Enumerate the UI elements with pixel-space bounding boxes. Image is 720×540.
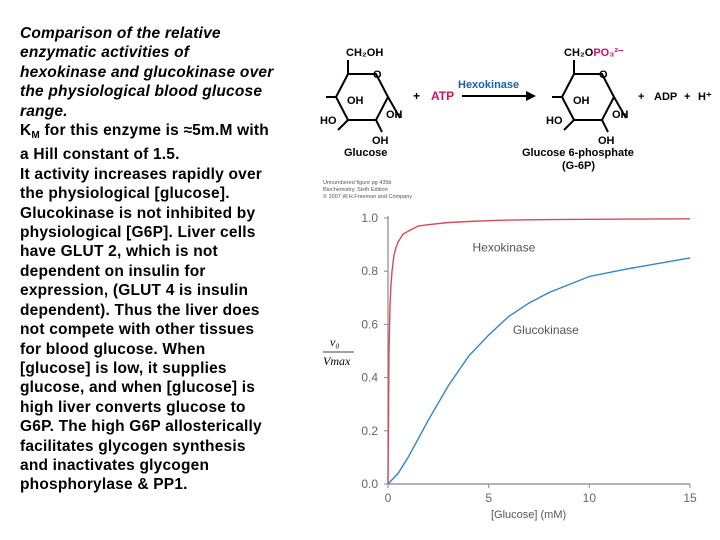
g6p-name: Glucose 6-phosphate — [522, 147, 634, 159]
enzyme-label: Hexokinase — [458, 79, 520, 91]
glucose-ring-oxygen: O — [373, 69, 382, 81]
text-line: hexokinase and glucokinase over — [20, 63, 274, 81]
text-line: range. — [20, 102, 68, 120]
x-tick-label: 15 — [683, 491, 697, 505]
g6p-oh-label: OH — [612, 109, 629, 121]
y-tick-label: 0.4 — [361, 370, 378, 385]
glucose-oh-label: OH — [347, 95, 364, 107]
text-line: and inactivates glycogen — [20, 456, 210, 474]
text-line: not compete with other tissues — [20, 321, 255, 339]
text-line: for blood glucose. When — [20, 340, 206, 358]
g6p-oh-label: OH — [598, 135, 615, 147]
credit-line: Biochemistry, Sixth Edition — [323, 187, 388, 193]
y-tick-label: 0.8 — [361, 264, 378, 279]
g6p-phosphate-part: PO₃²⁻ — [593, 47, 624, 59]
text-line: It activity increases rapidly over — [20, 165, 263, 183]
glucose-oh-label: OH — [386, 109, 403, 121]
credit-line: © 2007 W.H.Freeman and Company — [323, 194, 413, 200]
km-symbol: K — [20, 122, 32, 140]
y-tick-label: 1.0 — [361, 211, 378, 225]
text-line: physiological [G6P]. Liver cells — [20, 224, 256, 242]
km-line — [20, 121, 320, 145]
y-axis-label — [323, 335, 354, 368]
text-line: the physiological blood glucose — [20, 83, 263, 101]
g6p-ch2-part: CH₂O — [564, 47, 594, 59]
text-line: have GLUT 2, which is not — [20, 243, 218, 261]
glucose-oh3-bond — [376, 120, 382, 132]
activity-chart — [318, 200, 718, 530]
explanation-text — [20, 24, 320, 495]
series-line-hexokinase — [388, 219, 690, 484]
glucose-name: Glucose — [344, 147, 388, 159]
text-line: G6P. The high G6P allosterically — [20, 418, 262, 436]
text-line: Comparison of the relative — [20, 25, 221, 42]
series-line-glucokinase — [388, 258, 690, 484]
plus-sign: + — [638, 91, 645, 103]
km-text: for this enzyme is ≈5m.M with — [39, 122, 269, 140]
glucose-ch2oh-label: CH₂OH — [346, 47, 384, 59]
atp-label: ATP — [431, 89, 455, 103]
text-line: enzymatic activities of — [20, 44, 190, 62]
x-axis-label: [Glucose] (mM) — [491, 509, 567, 521]
text-line: glucose, and when [glucose] is — [20, 379, 256, 397]
x-tick-label: 5 — [485, 491, 493, 505]
km-subscript: M — [31, 130, 40, 142]
x-axis-ticks — [385, 484, 697, 505]
text-line: dependent on insulin for — [20, 262, 206, 280]
text-line: dependent). Thus the liver does — [20, 301, 260, 319]
text-line: expression, (GLUT 4 is insulin — [20, 282, 249, 300]
y-axis-ticks — [361, 211, 388, 491]
y-tick-label: 0.0 — [361, 477, 378, 491]
series-label-glucokinase: Glucokinase — [512, 322, 579, 337]
y-tick-label: 0.2 — [361, 423, 378, 438]
g6p-ring-oxygen: O — [599, 69, 608, 81]
g6p-abbrev: (G-6P) — [562, 160, 595, 172]
series-label-hexokinase: Hexokinase — [472, 240, 536, 255]
y-tick-label: 0.6 — [361, 317, 378, 332]
x-tick-label: 10 — [582, 491, 597, 505]
g6p-ho-label: HO — [546, 115, 563, 127]
y-axis-label-numerator: v₀ — [330, 335, 340, 349]
glucose-ho-bond — [338, 120, 348, 130]
text-line: high liver converts glucose to — [20, 398, 246, 416]
hexokinase-reaction-diagram — [318, 34, 718, 184]
figure-credit — [323, 180, 412, 201]
adp-label: ADP — [654, 91, 678, 103]
g6p-oh3-bond — [602, 120, 608, 132]
reaction-arrowhead — [526, 91, 536, 101]
glucose-oh-label: OH — [372, 135, 389, 147]
series-labels — [473, 240, 580, 336]
y-axis-label-denominator: Vmax — [323, 354, 351, 368]
proton-label: H⁺ — [698, 91, 712, 103]
series-layer — [388, 219, 690, 484]
g6p-oh-label: OH — [573, 95, 590, 107]
text-line: a Hill constant of 1.5. — [20, 146, 180, 164]
text-line: facilitates glycogen synthesis — [20, 437, 246, 455]
g6p-ch2opo3-label — [564, 47, 624, 59]
text-line: the physiological [glucose]. — [20, 185, 230, 203]
g6p-ho-bond — [564, 120, 574, 130]
text-line: phosphorylase & PP1. — [20, 476, 188, 494]
credit-line: Unnumbered figure pg 435b — [323, 180, 392, 186]
text-line: Glucokinase is not inhibited by — [20, 204, 256, 222]
plus-sign: + — [684, 91, 691, 103]
glucose-ho-label: HO — [320, 115, 337, 127]
x-tick-label: 0 — [384, 491, 392, 505]
text-line: [glucose] is low, it supplies — [20, 359, 227, 377]
plus-sign: + — [413, 89, 421, 103]
